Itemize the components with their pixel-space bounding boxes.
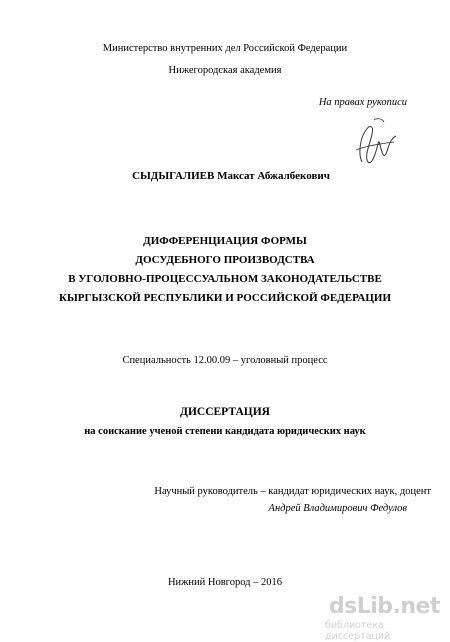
title-line: ДИФФЕРЕНЦИАЦИЯ ФОРМЫ <box>143 235 307 247</box>
title-line: В УГОЛОВНО-ПРОЦЕССУАЛЬНОМ ЗАКОНОДАТЕЛЬСТВЕ <box>68 273 382 285</box>
supervisor-role: Научный руководитель – кандидат юридических наук, доцент <box>154 486 431 497</box>
manuscript-rights-note: На правах рукописи <box>318 97 407 108</box>
supervisor-name: Андрей Владимирович Федулов <box>268 503 407 514</box>
watermark <box>325 590 450 642</box>
ministry-name: Министерство внутренних дел Российской Федерации <box>102 43 348 54</box>
watermark-logo: dsLib.net <box>328 594 440 619</box>
handwritten-signature <box>352 116 398 174</box>
specialty: Специальность 12.00.09 – уголовный процесс <box>122 355 328 366</box>
title-line: ДОСУДЕБНОГО ПРОИЗВОДСТВА <box>135 254 315 266</box>
degree-subheading: на соискание ученой степени кандидата юридических наук <box>84 426 366 437</box>
academy-name: Нижегородская академия <box>168 65 282 76</box>
city-year: Нижний Новгород – 2016 <box>167 577 283 588</box>
watermark-subtitle: библиотека диссертаций <box>325 620 391 642</box>
title-line: КЫРГЫЗСКОЙ РЕСПУБЛИКИ И РОССИЙСКОЙ ФЕДЕРАЦИИ <box>58 292 392 304</box>
document-type-heading: ДИССЕРТАЦИЯ <box>180 406 270 418</box>
dissertation-title <box>0 232 450 308</box>
author-name: СЫДЫГАЛИЕВ Максат Абжалбекович <box>132 170 330 182</box>
